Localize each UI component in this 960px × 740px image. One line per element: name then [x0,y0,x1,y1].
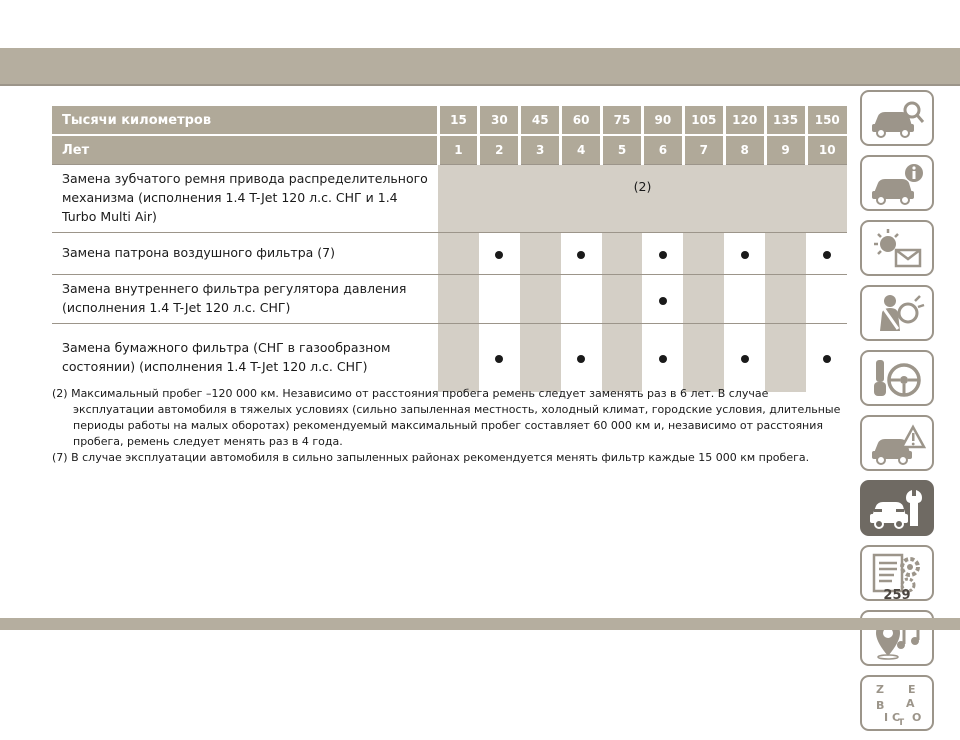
footnote-2: (2) Максимальный пробег –120 000 км. Независимо от расстояния пробега ремень следует заменять раз в 6 лет. В случае эксплуатации автомобиля в тяжелых условиях (сильно запыленная местность, холодный климат, городские условия, длительные периоды работы на малых оборотах) рекомендуемый максимальный пробег составляет 60 000 км и, независимо от расстояния пробега, ремень следует менять раз в 4 года. [52,387,841,448]
service-mark [495,251,503,259]
service-mark [741,251,749,259]
table-row [52,233,847,275]
service-mark [659,251,667,259]
table-row [52,275,847,324]
car-info-icon [868,161,926,205]
index-letter: A [906,697,915,710]
service-mark [741,355,749,363]
schedule-cell [642,324,683,392]
index-letter: O [912,711,922,724]
schedule-cell [724,275,765,324]
index-letter: B [876,699,885,712]
years-header-cell: 4 [561,135,602,165]
schedule-cell [806,233,847,275]
row-label: Замена патрона воздушного фильтра (7) [52,233,438,275]
alphabetical-index-icon [868,681,926,725]
table-row [52,165,847,233]
km-header-cell: 105 [683,106,724,135]
schedule-cell [438,275,479,324]
car-search-icon [868,96,926,140]
schedule-cell [561,324,602,392]
page-number: 259 [883,588,911,603]
km-header [52,106,847,135]
tab-car-info[interactable] [860,155,934,211]
schedule-cell [602,233,643,275]
service-mark [823,355,831,363]
schedule-cell [479,233,520,275]
tab-maintenance[interactable] [860,480,934,536]
tab-car-search[interactable] [860,90,934,146]
airbag-seatbelt-icon [868,291,926,335]
row-note-ref: (2) [438,165,847,233]
years-header-cell: 5 [602,135,643,165]
service-mark [659,355,667,363]
schedule-cell [438,233,479,275]
bottom-decorative-band [0,618,960,630]
table-row [52,324,847,392]
years-header-cell: 10 [806,135,847,165]
schedule-cell [683,324,724,392]
km-header-cell: 30 [479,106,520,135]
service-mark [823,251,831,259]
tab-index[interactable] [860,675,934,731]
index-letter: I [884,711,889,724]
schedule-cell [561,233,602,275]
schedule-cell [724,233,765,275]
km-header-cell: 60 [561,106,602,135]
km-header-cell: 75 [602,106,643,135]
schedule-cell [806,275,847,324]
schedule-cell [602,275,643,324]
service-mark [659,297,667,305]
km-header-label: Тысячи километров [52,106,438,135]
years-header-cell: 3 [520,135,561,165]
km-header-cell: 150 [806,106,847,135]
tab-starting-driving[interactable] [860,350,934,406]
chapter-sidebar [860,90,934,740]
maintenance-schedule-table [52,106,847,392]
schedule-cell [438,324,479,392]
car-emergency-icon [868,421,926,465]
km-header-cell: 135 [765,106,806,135]
tab-safety[interactable] [860,285,934,341]
schedule-cell [479,324,520,392]
index-letter: T [898,718,905,725]
schedule-cell [683,233,724,275]
warning-light-message-icon [868,226,926,270]
key-steering-wheel-icon [868,356,926,400]
footnote-7: (7) В случае эксплуатации автомобиля в сильно запыленных районах рекомендуется менять фильтр каждые 15 000 км пробега. [52,451,810,464]
schedule-cell [602,324,643,392]
years-header-cell: 9 [765,135,806,165]
km-header-cell: 120 [724,106,765,135]
schedule-cell [765,275,806,324]
years-header-label: Лет [52,135,438,165]
tab-warning-lights[interactable] [860,220,934,276]
schedule-cell [561,275,602,324]
years-header-cell: 7 [683,135,724,165]
car-maintenance-wrench-icon [868,486,926,530]
row-label: Замена внутреннего фильтра регулятора давления (исполнения 1.4 T-Jet 120 л.с. СНГ) [52,275,438,324]
schedule-cell [520,275,561,324]
years-header-cell: 6 [642,135,683,165]
tab-emergency[interactable] [860,415,934,471]
schedule-cell [683,275,724,324]
years-header-cell: 8 [724,135,765,165]
service-mark [577,251,585,259]
schedule-cell [806,324,847,392]
row-label: Замена бумажного фильтра (СНГ в газообразном состоянии) (исполнения 1.4 T-Jet 120 л.с. СНГ) [52,324,438,392]
years-header-cell: 1 [438,135,479,165]
years-header [52,135,847,165]
km-header-cell: 15 [438,106,479,135]
years-header-cell: 2 [479,135,520,165]
km-header-cell: 90 [642,106,683,135]
top-decorative-band [0,48,960,84]
service-mark [495,355,503,363]
schedule-cell [765,324,806,392]
index-letter: E [908,683,916,696]
schedule-cell [479,275,520,324]
schedule-cell [724,324,765,392]
schedule-cell [642,233,683,275]
footnotes [52,386,852,466]
schedule-cell [765,233,806,275]
index-letter: Z [876,683,884,696]
index-letter: C [892,711,901,724]
schedule-cell [642,275,683,324]
schedule-cell [520,324,561,392]
km-header-cell: 45 [520,106,561,135]
schedule-cell [520,233,561,275]
row-label: Замена зубчатого ремня привода распределительного механизма (исполнения 1.4 T-Jet 120 л.с. СНГ и 1.4 Turbo Multi Air) [52,165,438,233]
service-mark [577,355,585,363]
top-divider [0,84,960,86]
